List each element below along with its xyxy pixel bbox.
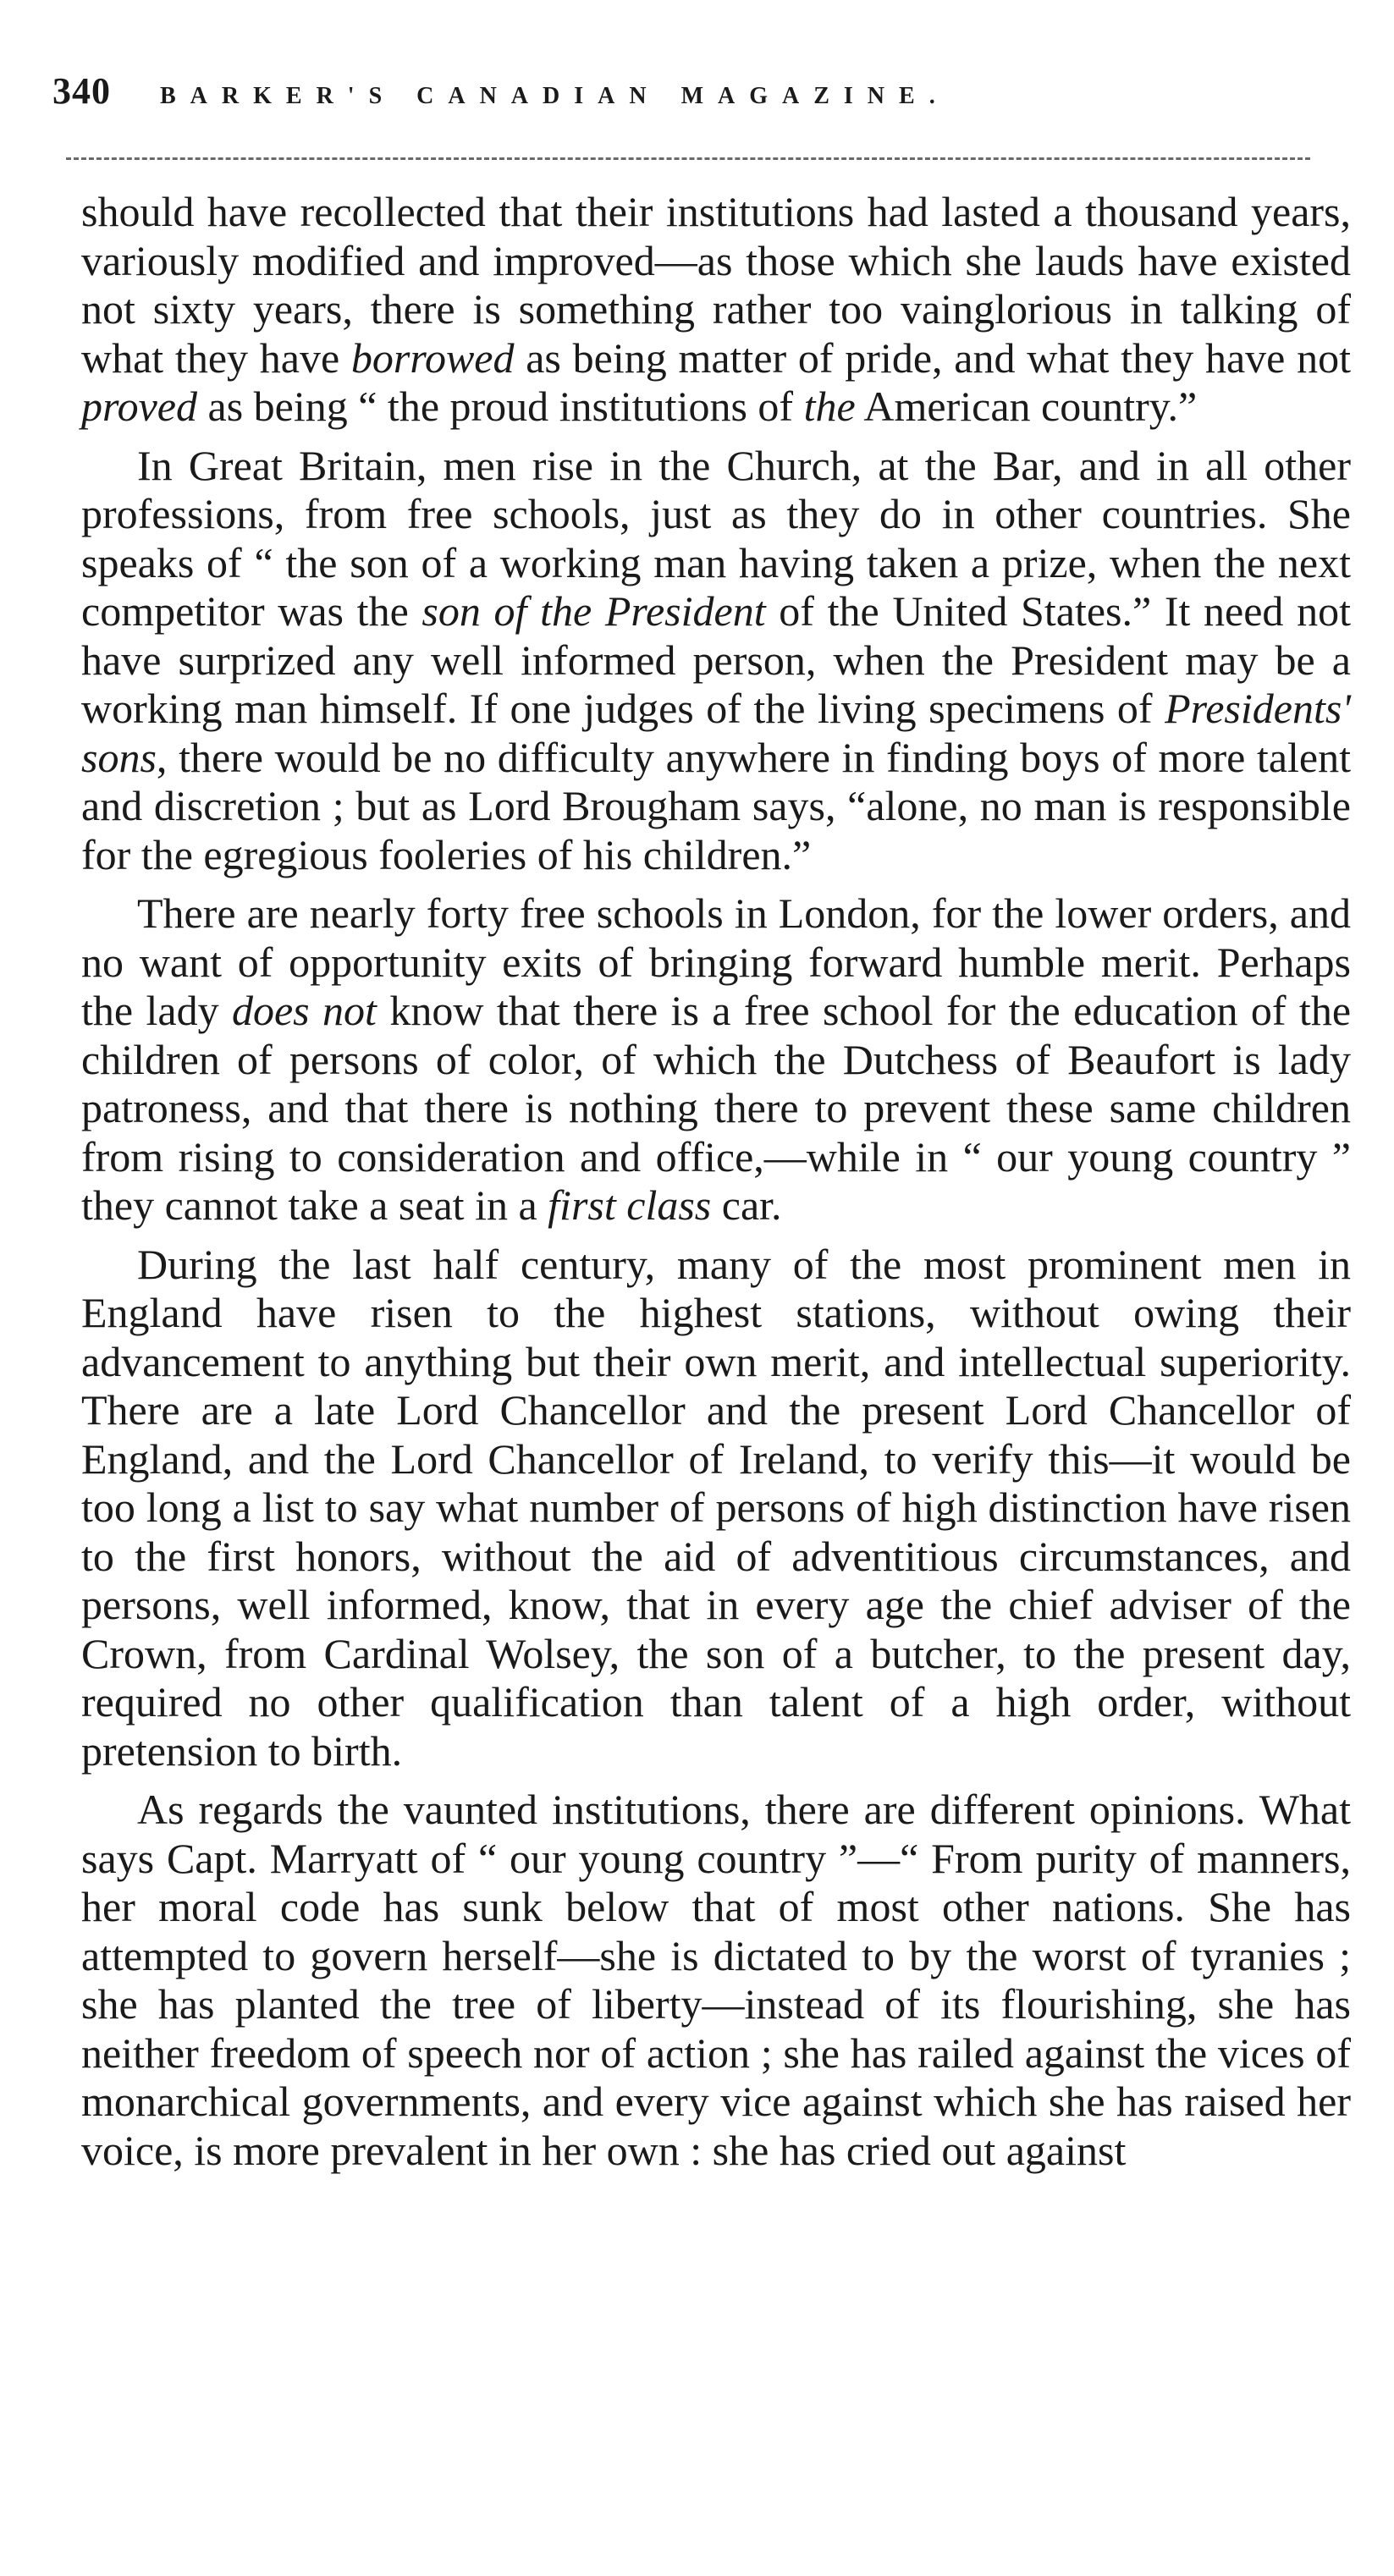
text-run: know that there is a free school for the education of the children of persons of color, of which the Dutchess of Beaufort is lady patroness, and that there is nothing there to prevent these same children from rising to consideration and office,—while in “ our young country ” they cannot take a seat in a bbox=[81, 987, 1352, 1229]
italic-text: first class bbox=[548, 1181, 712, 1229]
italic-text: proved bbox=[81, 383, 197, 430]
body-text bbox=[81, 188, 1351, 2185]
italic-text: son of the President bbox=[422, 587, 766, 635]
text-run: as being matter of pride, and what they have not bbox=[514, 333, 1351, 382]
italic-text: does not bbox=[231, 987, 377, 1034]
paragraph bbox=[81, 1786, 1351, 2175]
header-rule bbox=[66, 157, 1310, 160]
paragraph bbox=[81, 889, 1351, 1230]
text-run: as being “ the proud institutions of bbox=[197, 383, 804, 430]
italic-text: borrowed bbox=[350, 333, 515, 382]
italic-text: Presidents' sons bbox=[81, 685, 1351, 781]
running-title: BARKER'S CANADIAN MAGAZINE. bbox=[160, 83, 950, 109]
text-run: In Great Britain, men rise in the Church, at the Bar, and in all other professions, from free schools, just as they do in other countries. She speaks of “ the son of a working man having taken a prize, when the next competitor was the bbox=[81, 441, 1351, 635]
text-run: car. bbox=[711, 1181, 782, 1229]
italic-text: the bbox=[803, 383, 856, 430]
text-run: During the last half century, many of the most prominent men in England have risen to the highest stations, without owing their advancement to anything but their own merit, and intellectual superiority. There are a late Lord Chancellor and the present Lord Chancellor of England, and the Lord Chancellor of Ireland, to verify this—it would be too long a list to say what number of persons of high distinction have risen to the first honors, without the aid of adventitious circumstances, and persons, well informed, know, that in every age the chief adviser of the Crown, from Cardinal Wolsey, the son of a butcher, to the present day, required no other qualification than talent of a high order, without pretension to birth. bbox=[81, 1240, 1351, 1775]
text-run: American country.” bbox=[855, 383, 1198, 430]
paragraph bbox=[81, 1241, 1351, 1776]
text-run: , there would be no difficulty anywhere in finding boys of more talent and discretion ; but as Lord Brougham says, “alone, no man is responsible for the egregious fooleries of his children.” bbox=[81, 733, 1351, 878]
paragraph bbox=[81, 442, 1351, 880]
paragraph bbox=[81, 188, 1351, 432]
text-run: should have recollected that their institutions had lasted a thousand years, variously modified and improved—as those which she lauds have existed not sixty years, there is something rather too vainglorious in talking of what they have bbox=[81, 188, 1351, 382]
text-run: of the United States.” It need not have surprized any well informed person, when the President may be a working man himself. If one judges of the living specimens of bbox=[81, 587, 1351, 732]
page-number: 340 bbox=[52, 70, 111, 112]
text-run: As regards the vaunted institutions, there are different opinions. What says Capt. Marryatt of “ our young country ”—“ From purity of manners, her moral code has sunk below that of most other nations. She has attempted to govern herself—she is dictated to by the worst of tyranies ; she has planted the tree of liberty—instead of its flourishing, she has neither freedom of speech nor of action ; she has railed against the vices of monarchical governments, and every vice against which she has raised her voice, is more prevalent in her own : she has cried out against bbox=[81, 1786, 1351, 2174]
text-run: There are nearly forty free schools in London, for the lower orders, and no want of opportunity exits of bringing forward humble merit. Perhaps the lady bbox=[81, 889, 1351, 1034]
page-header bbox=[52, 69, 1373, 129]
